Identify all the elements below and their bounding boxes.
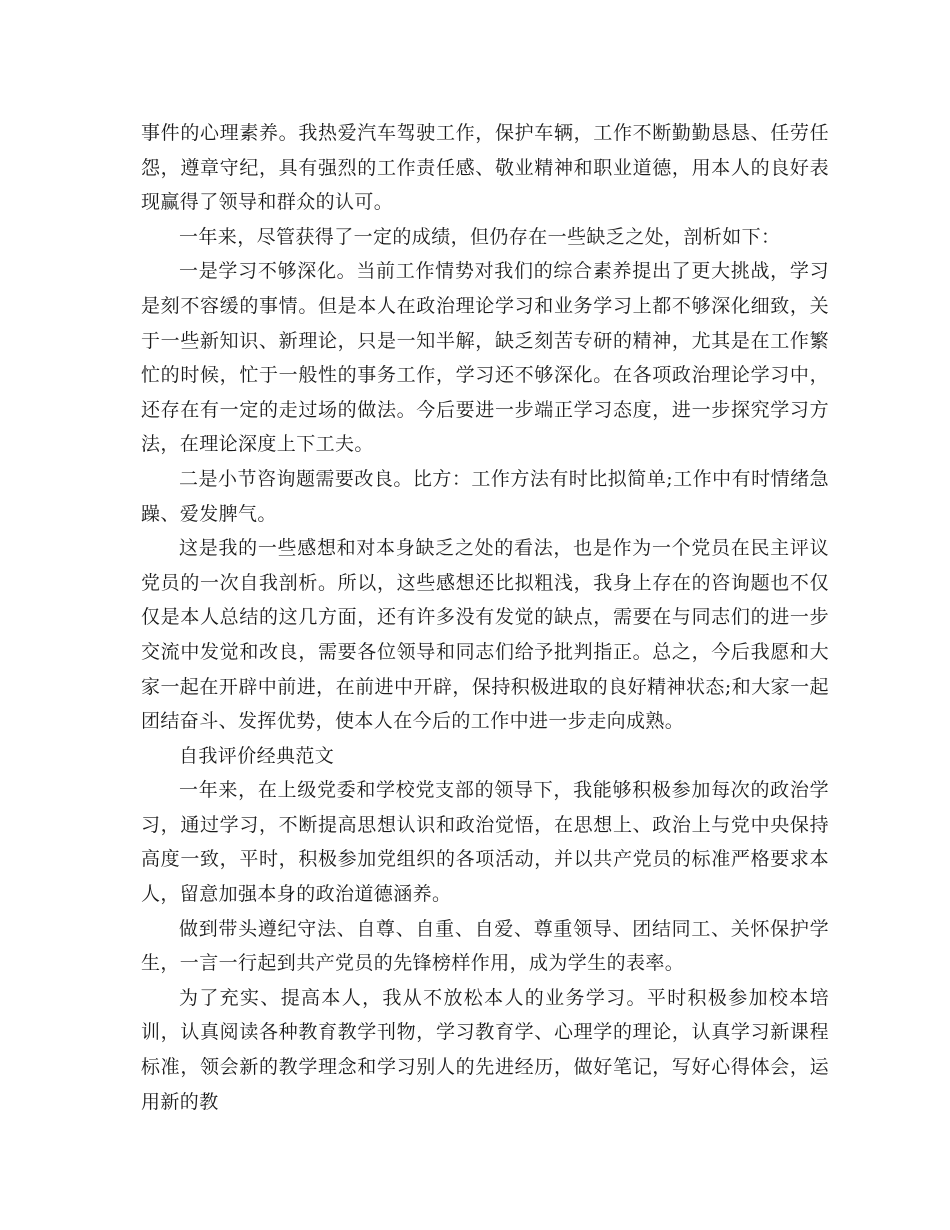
paragraph-7: 做到带头遵纪守法、自尊、自重、自爱、尊重领导、团结同工、关怀保护学生，一言一行起到共产党员的先锋榜样作用，成为学生的表率。 — [141, 917, 829, 975]
paragraph-1: 事件的心理素养。我热爱汽车驾驶工作，保护车辆，工作不断勤勤恳恳、任劳任怨，遵章守纪，具有强烈的工作责任感、敬业精神和职业道德，用本人的良好表现赢得了领导和群众的认可。 — [141, 122, 829, 214]
section-heading: 自我评价经典范文 — [179, 744, 335, 767]
paragraph-6: 一年来，在上级党委和学校党支部的领导下，我能够积极参加每次的政治学习，通过学习，不断提高思想认识和政治觉悟，在思想上、政治上与党中央保持高度一致，平时，积极参加党组织的各项活动，并以共产党员的标准严格要求本人，留意加强本身的政治道德涵养。 — [141, 779, 829, 906]
paragraph-8: 为了充实、提高本人，我从不放松本人的业务学习。平时积极参加校本培训，认真阅读各种教育教学刊物，学习教育学、心理学的理论，认真学习新课程标准，领会新的教学理念和学习别人的先进经历，做好笔记，写好心得体会，运用新的教 — [141, 986, 829, 1113]
paragraph-4: 二是小节咨询题需要改良。比方：工作方法有时比拟简单;工作中有时情绪急躁、爱发脾气。 — [141, 467, 829, 525]
document-body — [141, 116, 829, 1119]
paragraph-3: 一是学习不够深化。当前工作情势对我们的综合素养提出了更大挑战，学习是刻不容缓的事情。但是本人在政治理论学习和业务学习上都不够深化细致，关于一些新知识、新理论，只是一知半解，缺乏刻苦专研的精神，尤其是在工作繁忙的时候，忙于一般性的事务工作，学习还不够深化。在各项政治理论学习中，还存在有一定的走过场的做法。今后要进一步端正学习态度，进一步探究学习方法，在理论深度上下工夫。 — [141, 260, 829, 456]
paragraph-5: 这是我的一些感想和对本身缺乏之处的看法，也是作为一个党员在民主评议党员的一次自我剖析。所以，这些感想还比拟粗浅，我身上存在的咨询题也不仅仅是本人总结的这几方面，还有许多没有发觉的缺点，需要在与同志们的进一步交流中发觉和改良，需要各位领导和同志们给予批判指正。总之，今后我愿和大家一起在开辟中前进，在前进中开辟，保持积极进取的良好精神状态;和大家一起团结奋斗、发挥优势，使本人在今后的工作中进一步走向成熟。 — [141, 537, 829, 733]
paragraph-2: 一年来，尽管获得了一定的成绩，但仍存在一些缺乏之处，剖析如下： — [179, 225, 781, 248]
